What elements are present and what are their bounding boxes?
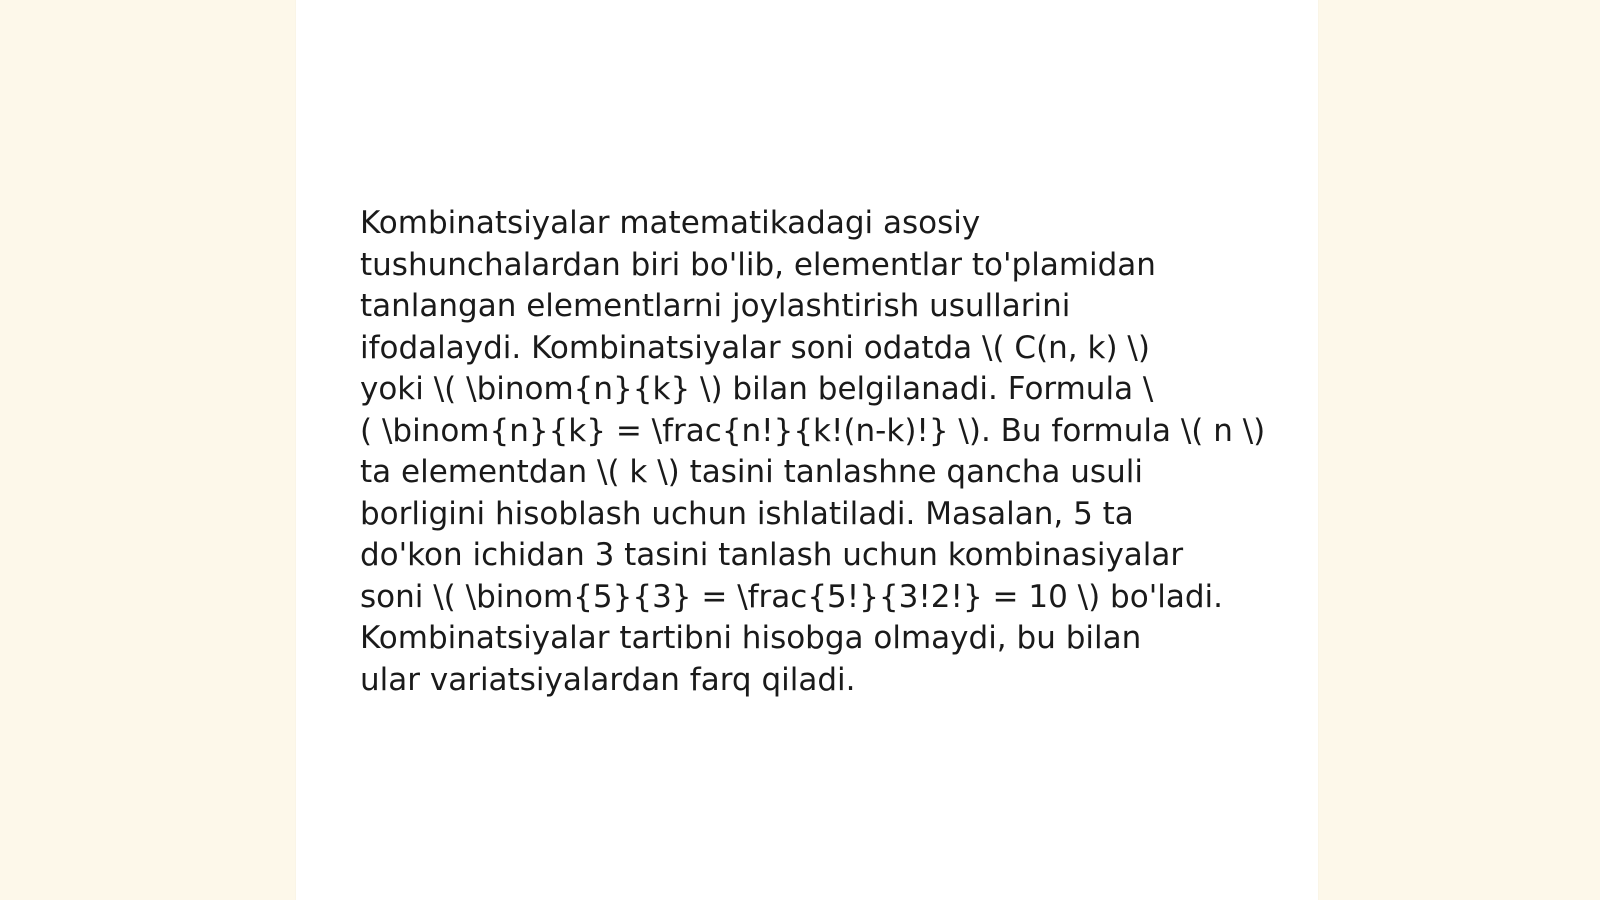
paragraph-line: do'kon ichidan 3 tasini tanlash uchun kombinasiyalar xyxy=(360,537,1184,573)
document-page xyxy=(296,0,1318,900)
paragraph-line: Kombinatsiyalar matematikadagi asosiy xyxy=(360,205,981,241)
paragraph-line: Kombinatsiyalar tartibni hisobga olmaydi, bu bilan xyxy=(360,620,1142,656)
paragraph-line: yoki \( \binom{n}{k} \) bilan belgilanadi. Formula \ xyxy=(360,371,1154,407)
paragraph-line: ular variatsiyalardan farq qiladi. xyxy=(360,661,856,698)
paragraph-line: soni \( \binom{5}{3} = \frac{5!}{3!2!} = 10 \) bo'ladi. xyxy=(360,578,1223,615)
paragraph-line: ifodalaydi. Kombinatsiyalar soni odatda \( C(n, k) \) xyxy=(360,329,1150,366)
paragraph-line: borligini hisoblash uchun ishlatiladi. Masalan, 5 ta xyxy=(360,495,1134,532)
paragraph-line: ta elementdan \( k \) tasini tanlashne qancha usuli xyxy=(360,454,1143,490)
body-paragraph xyxy=(360,203,1266,701)
paragraph-line: tanlangan elementlarni joylashtirish usullarini xyxy=(360,288,1071,324)
paragraph-line: ( \binom{n}{k} = \frac{n!}{k!(n-k)!} \). Bu formula \( n \) xyxy=(360,412,1266,449)
paragraph-line: tushunchalardan biri bo'lib, elementlar to'plamidan xyxy=(360,246,1156,283)
